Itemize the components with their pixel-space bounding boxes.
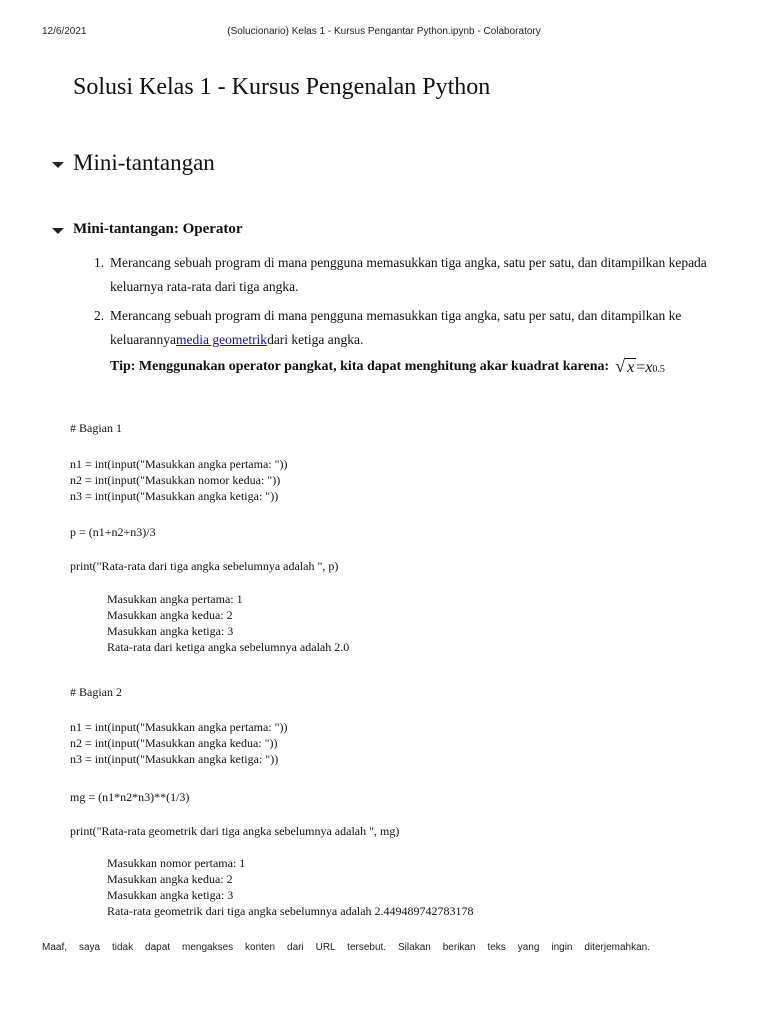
list-number: 1. (94, 255, 105, 270)
print-date: 12/6/2021 (42, 26, 87, 37)
sqrt-symbol: √ (615, 356, 626, 376)
list-text: Merancang sebuah program di mana pengguna memasukkan tiga angka, satu per satu, dan ditampilkan ke (110, 308, 682, 323)
list-text-continued: keluarnya rata-rata dari tiga angka. (110, 279, 299, 294)
code-print: print("Rata-rata geometrik dari tiga angka sebelumnya adalah ", mg) (70, 824, 400, 838)
list-item-1 (94, 251, 724, 299)
list-number: 2. (94, 308, 105, 323)
sqrt-formula (615, 356, 665, 377)
media-geometrik-link[interactable]: media geometrik (175, 332, 268, 347)
tip-text: Tip: Menggunakan operator pangkat, kita dapat menghitung akar kuadrat karena: (110, 358, 610, 374)
code-print: print("Rata-rata dari tiga angka sebelumnya adalah ", p) (70, 559, 339, 573)
list-text-tail: dari ketiga angka. (267, 332, 364, 347)
cell-output: Masukkan nomor pertama: 1 Masukkan angka kedua: 2 Masukkan angka ketiga: 3 Rata-rata geometrik dari tiga angka sebelumnya adalah 2.449489742783178 (107, 856, 474, 918)
footer-note: Maaf, saya tidak dapat mengakses konten dari URL tersebut. Silakan berikan teks yang ingin diterjemahkan. (42, 942, 650, 953)
subsection-heading: Mini-tantangan: Operator (73, 221, 243, 237)
section-mini-tantangan-operator[interactable] (52, 221, 243, 238)
formula-base: x (645, 359, 653, 376)
code-comment: # Bagian 1 (70, 421, 122, 435)
formula-equals: = (636, 359, 646, 376)
list-item-2 (94, 304, 724, 352)
formula-exponent: 0.5 (652, 364, 665, 375)
caret-down-icon[interactable] (52, 162, 64, 168)
code-calc: mg = (n1*n2*n3)**(1/3) (70, 790, 190, 804)
tip-note (110, 356, 665, 377)
formula-var: x (627, 359, 635, 376)
print-header-title: (Solucionario) Kelas 1 - Kursus Pengantar Python.ipynb - Colaboratory (227, 26, 541, 37)
code-inputs: n1 = int(input("Masukkan angka pertama: ")) n2 = int(input("Masukkan angka kedua: ")) n3 = int(input("Masukkan angka ketiga: ")) (70, 720, 288, 766)
caret-down-icon[interactable] (52, 228, 64, 234)
list-text: Merancang sebuah program di mana pengguna memasukkan tiga angka, satu per satu, dan ditampilkan kepada (110, 255, 707, 270)
cell-output: Masukkan angka pertama: 1 Masukkan angka kedua: 2 Masukkan angka ketiga: 3 Rata-rata dari ketiga angka sebelumnya adalah 2.0 (107, 592, 350, 654)
page-title: Solusi Kelas 1 - Kursus Pengenalan Python (73, 74, 491, 100)
section-mini-tantangan[interactable] (52, 150, 215, 176)
code-calc: p = (n1+n2+n3)/3 (70, 525, 156, 539)
list-text-continued: keluarannya (110, 332, 176, 347)
section-heading: Mini-tantangan (73, 150, 215, 175)
code-comment: # Bagian 2 (70, 685, 122, 699)
code-inputs: n1 = int(input("Masukkan angka pertama: ")) n2 = int(input("Masukkan nomor kedua: ")) n3 = int(input("Masukkan angka ketiga: ")) (70, 457, 288, 503)
